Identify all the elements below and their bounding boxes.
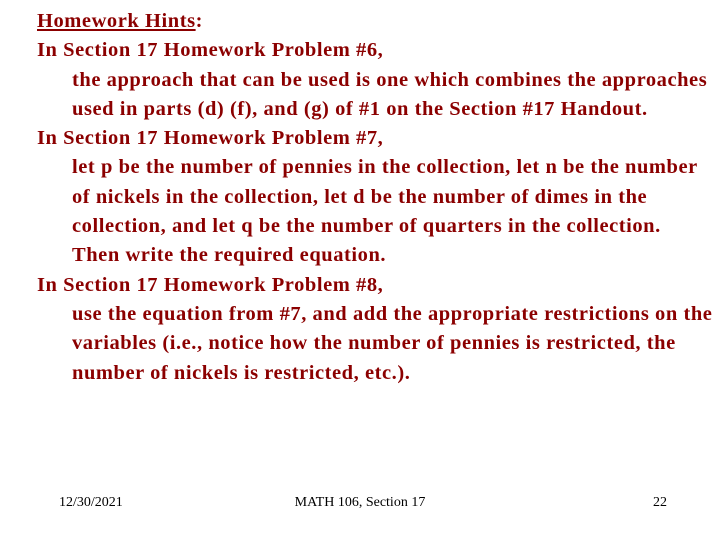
problem-7-hint: let p be the number of pennies in the collection, let n be the number of nickels in the collection, let d be the number of dimes in the collection, and let q be the number of quarters in the collection. Then write the required equation. — [72, 156, 698, 267]
footer-date: 12/30/2021 — [59, 495, 123, 510]
problem-8-heading: In Section 17 Homework Problem #8, — [37, 273, 384, 296]
problem-6-hint: the approach that can be used is one which combines the approaches used in parts (d) (f), and (g) of #1 on the Section #17 Handout. — [72, 68, 708, 120]
footer-page-number: 22 — [653, 495, 667, 510]
title-colon: : — [195, 10, 203, 32]
title-line — [37, 7, 713, 36]
problem-6-heading: In Section 17 Homework Problem #6, — [37, 39, 384, 62]
slide-title: Homework Hints — [37, 10, 196, 32]
problem-8-hint: use the equation from #7, and add the appropriate restrictions on the variables (i.e., notice how the number of pennies is restricted, the number of nickels is restricted, etc.). — [72, 302, 713, 384]
problem-7-heading: In Section 17 Homework Problem #7, — [37, 127, 384, 150]
slide-content — [37, 7, 713, 388]
footer-course: MATH 106, Section 17 — [294, 495, 426, 510]
